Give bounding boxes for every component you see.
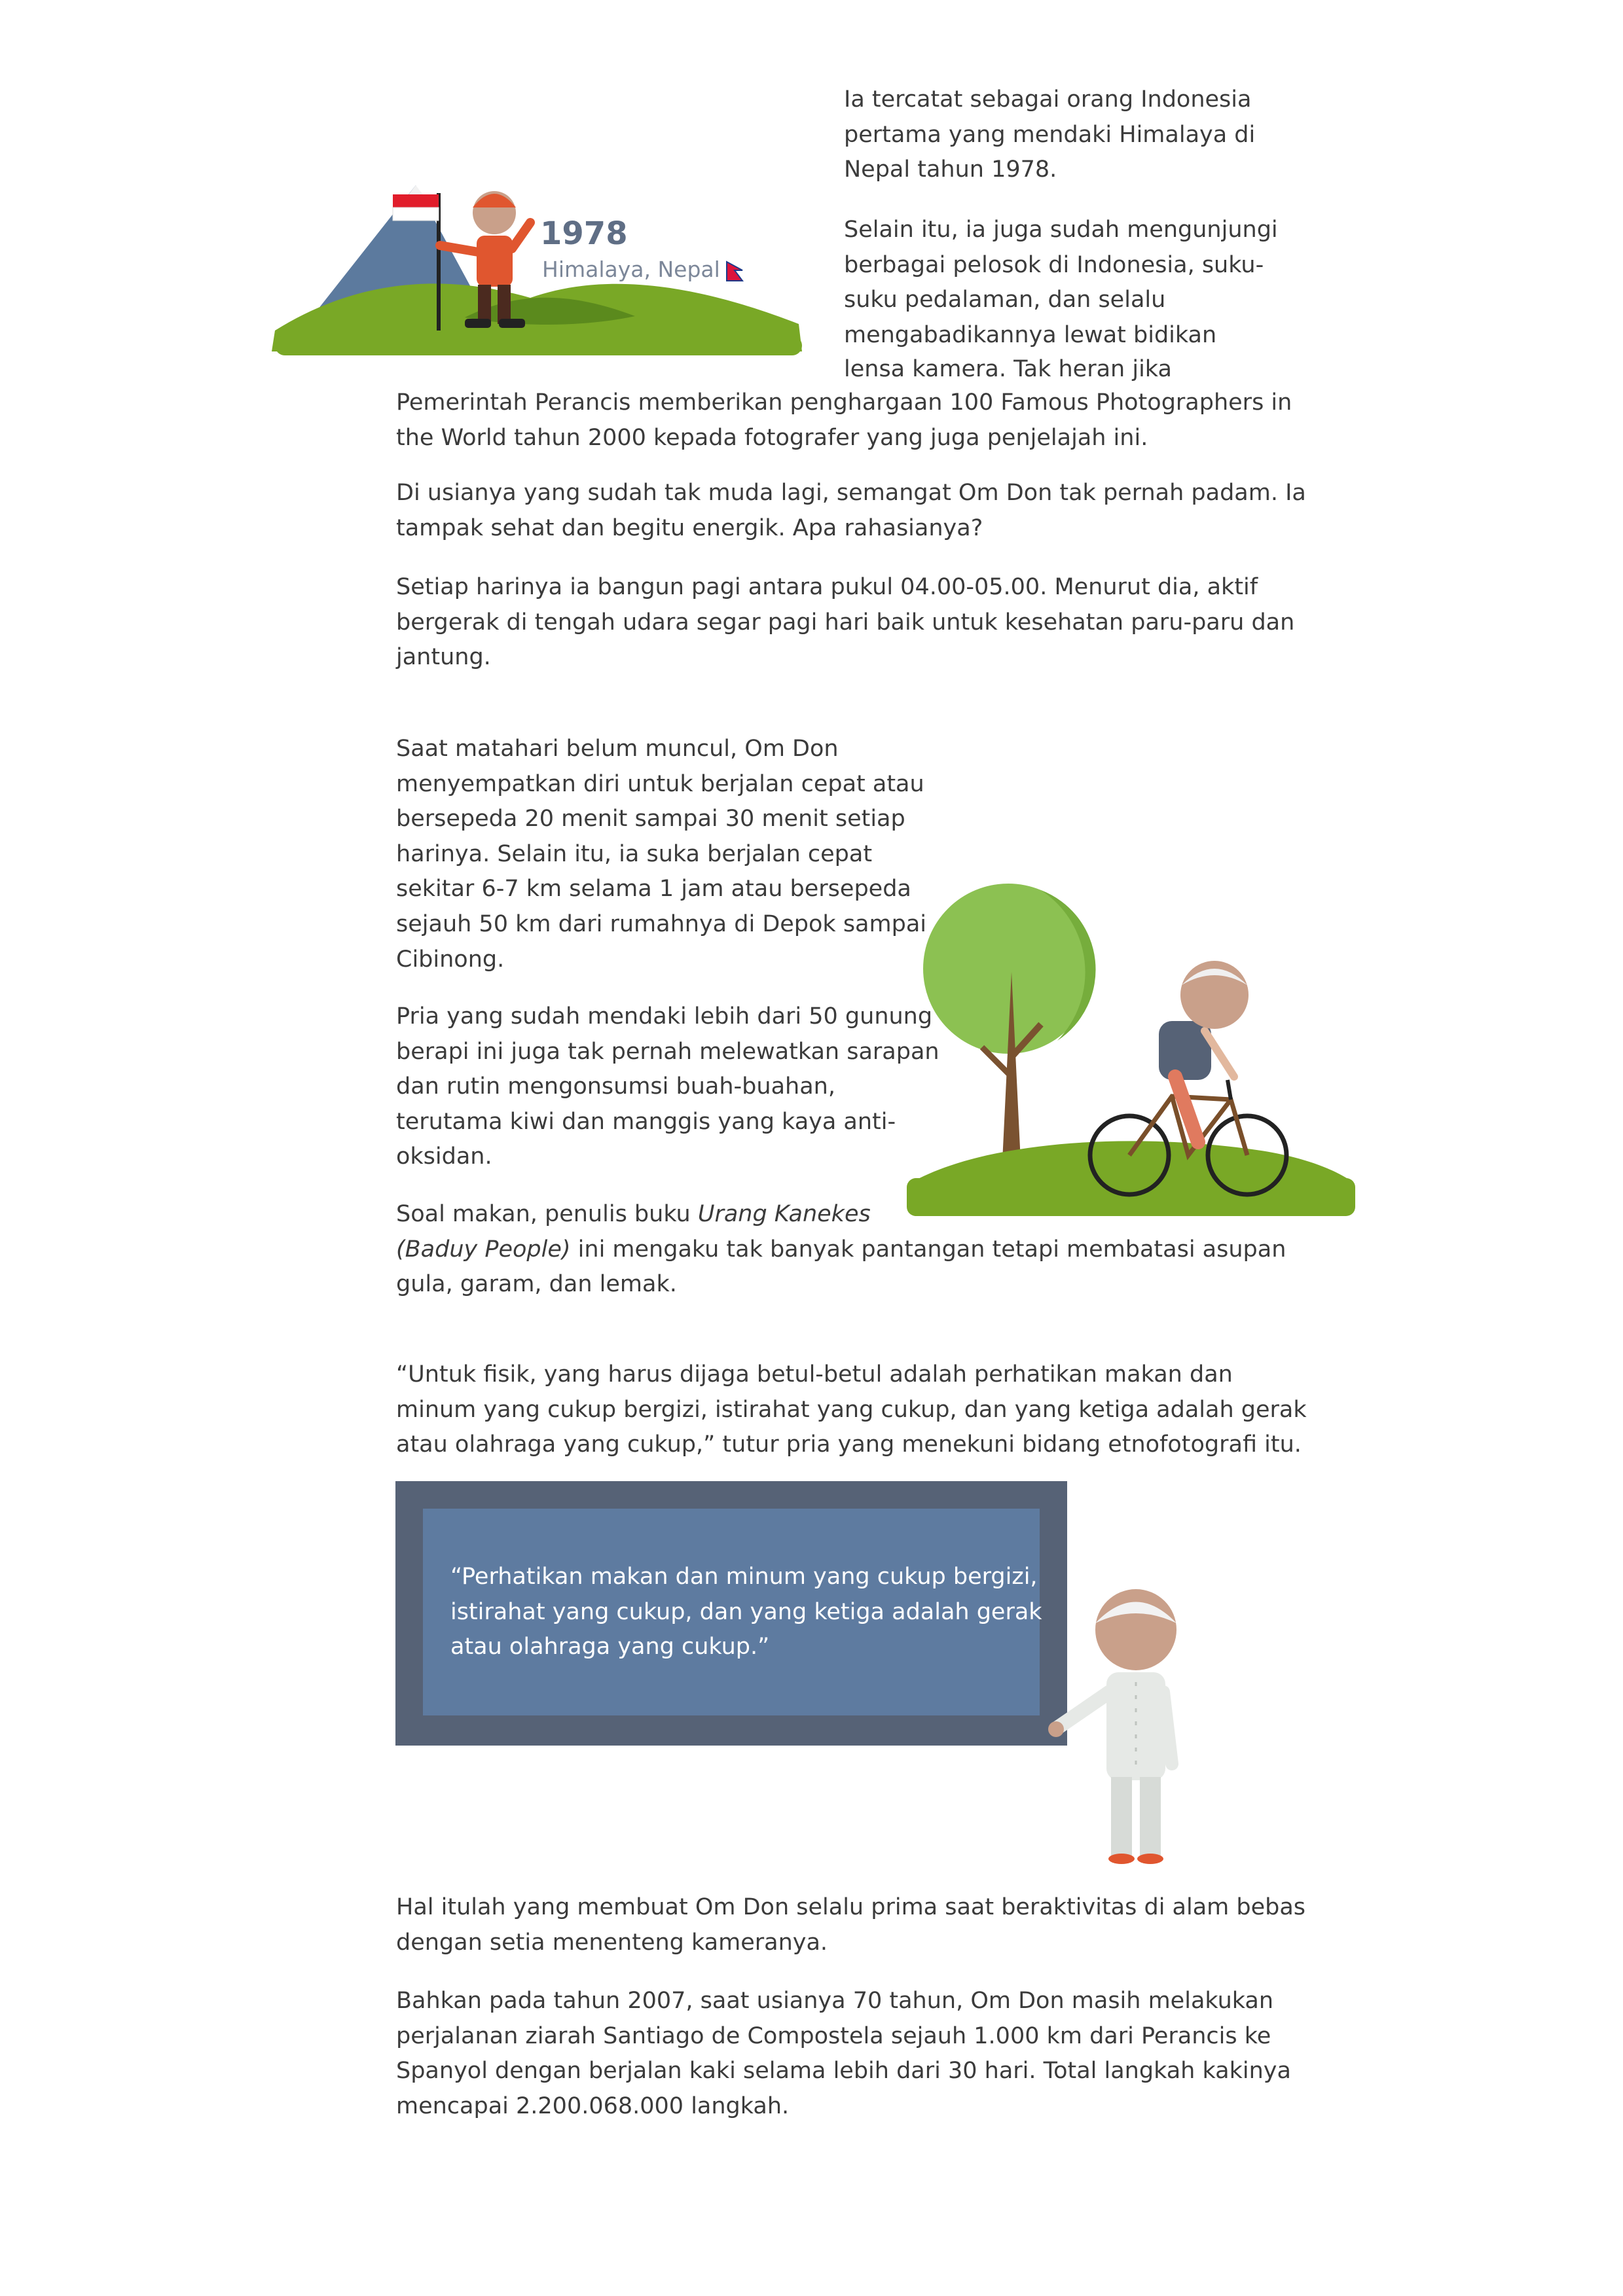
quote-text — [450, 1560, 1042, 1665]
tree-icon — [923, 884, 1096, 1175]
exercise-paragraph — [396, 732, 926, 977]
text-line: bergerak di tengah udara segar pagi hari baik untuk kesehatan paru-paru dan — [396, 609, 1295, 636]
text-line: Bahkan pada tahun 2007, saat usianya 70 tahun, Om Don masih melakukan — [396, 1988, 1274, 2014]
prima-paragraph — [396, 1890, 1305, 1960]
text-line: dan rutin mengonsumsi buah-buahan, — [396, 1073, 835, 1100]
quote-board-inner — [423, 1509, 1040, 1715]
intro-paragraph — [844, 82, 1255, 188]
text-line: Pria yang sudah mendaki lebih dari 50 gunung — [396, 1003, 933, 1030]
text-line: harinya. Selain itu, ia suka berjalan cepat — [396, 840, 873, 867]
text-line: Nepal tahun 1978. — [844, 156, 1057, 183]
badge-place: Himalaya, Nepal — [542, 257, 720, 282]
text-line: istirahat yang cukup, dan yang ketiga adalah gerak — [450, 1598, 1042, 1625]
presenter-icon — [1048, 1589, 1176, 1864]
quote-paragraph — [396, 1357, 1307, 1463]
text-line: perjalanan ziarah Santiago de Compostela sejauh 1.000 km dari Perancis ke — [396, 2022, 1271, 2049]
text-line: atau olahraga yang cukup,” tutur pria yang menekuni bidang etnofotografi itu. — [396, 1431, 1302, 1458]
text-line: Pemerintah Perancis memberikan penghargaan 100 Famous Photographers in — [396, 389, 1292, 416]
morning-paragraph — [396, 570, 1294, 675]
text-line: Di usianya yang sudah tak muda lagi, semangat Om Don tak pernah padam. Ia — [396, 480, 1306, 506]
text-line: mengabadikannya lewat bidikan — [844, 321, 1217, 348]
santiago-paragraph — [396, 1984, 1291, 2124]
text-line: jantung. — [396, 644, 491, 671]
text-line: Saat matahari belum muncul, Om Don — [396, 736, 839, 762]
text-line: Cibinong. — [396, 946, 505, 973]
text-line: berapi ini juga tak pernah melewatkan sarapan — [396, 1038, 939, 1065]
badge-year: 1978 — [540, 215, 628, 252]
text-line: mencapai 2.200.068.000 langkah. — [396, 2092, 790, 2119]
presenter-illustration — [1038, 1577, 1195, 1872]
text-line: Setiap harinya ia bangun pagi antara pukul 04.00-05.00. Menurut dia, aktif — [396, 574, 1258, 600]
book-title: Urang Kanekes — [697, 1201, 871, 1227]
text-line: sekitar 6-7 km selama 1 jam atau bersepeda — [396, 876, 911, 903]
visits-paragraph — [396, 213, 1292, 456]
text-run: Soal makan, penulis buku — [396, 1201, 698, 1227]
text-line: gula, garam, dan lemak. — [396, 1271, 677, 1298]
text-line: atau olahraga yang cukup.” — [450, 1634, 770, 1660]
spirit-paragraph — [396, 476, 1306, 546]
text-line: pertama yang mendaki Himalaya di — [844, 121, 1256, 148]
text-line: Selain itu, ia juga sudah mengunjungi — [844, 217, 1278, 243]
text-line: Spanyol dengan berjalan kaki selama lebih dari 30 hari. Total langkah kakinya — [396, 2058, 1291, 2085]
text-line: “Untuk fisik, yang harus dijaga betul-betul adalah perhatikan makan dan — [396, 1361, 1233, 1388]
text-line: tampak sehat dan begitu energik. Apa rahasianya? — [396, 514, 983, 541]
cyclist-illustration — [907, 880, 1359, 1221]
food-paragraph — [396, 1197, 1286, 1302]
book-title-sub: (Baduy People) — [396, 1236, 571, 1263]
text-line: bersepeda 20 menit sampai 30 menit setiap — [396, 806, 905, 833]
text-line: Ia tercatat sebagai orang Indonesia — [844, 86, 1252, 113]
text-line: Hal itulah yang membuat Om Don selalu prima saat beraktivitas di alam bebas — [396, 1894, 1306, 1920]
text-line: suku pedalaman, dan selalu — [844, 287, 1166, 314]
text-line: “Perhatikan makan dan minum yang cukup bergizi, — [450, 1564, 1038, 1590]
text-run: ini mengaku tak banyak pantangan tetapi membatasi asupan — [570, 1236, 1286, 1263]
volcano-paragraph — [396, 999, 939, 1175]
text-line: berbagai pelosok di Indonesia, suku- — [844, 251, 1264, 278]
text-line: minum yang cukup bergizi, istirahat yang cukup, dan yang ketiga adalah gerak — [396, 1396, 1307, 1423]
text-line: menyempatkan diri untuk berjalan cepat atau — [396, 770, 924, 797]
text-line — [396, 1232, 1286, 1268]
text-line: the World tahun 2000 kepada fotografer yang juga penjelajah ini. — [396, 424, 1148, 451]
quote-board — [395, 1481, 1067, 1746]
text-line: dengan setia menenteng kameranya. — [396, 1929, 828, 1956]
text-line: sejauh 50 km dari rumahnya di Depok sampai — [396, 910, 926, 937]
text-line — [396, 1197, 1286, 1232]
text-line: oksidan. — [396, 1143, 492, 1170]
text-line: lensa kamera. Tak heran jika — [844, 356, 1172, 383]
text-line: terutama kiwi dan manggis yang kaya anti- — [396, 1108, 896, 1135]
